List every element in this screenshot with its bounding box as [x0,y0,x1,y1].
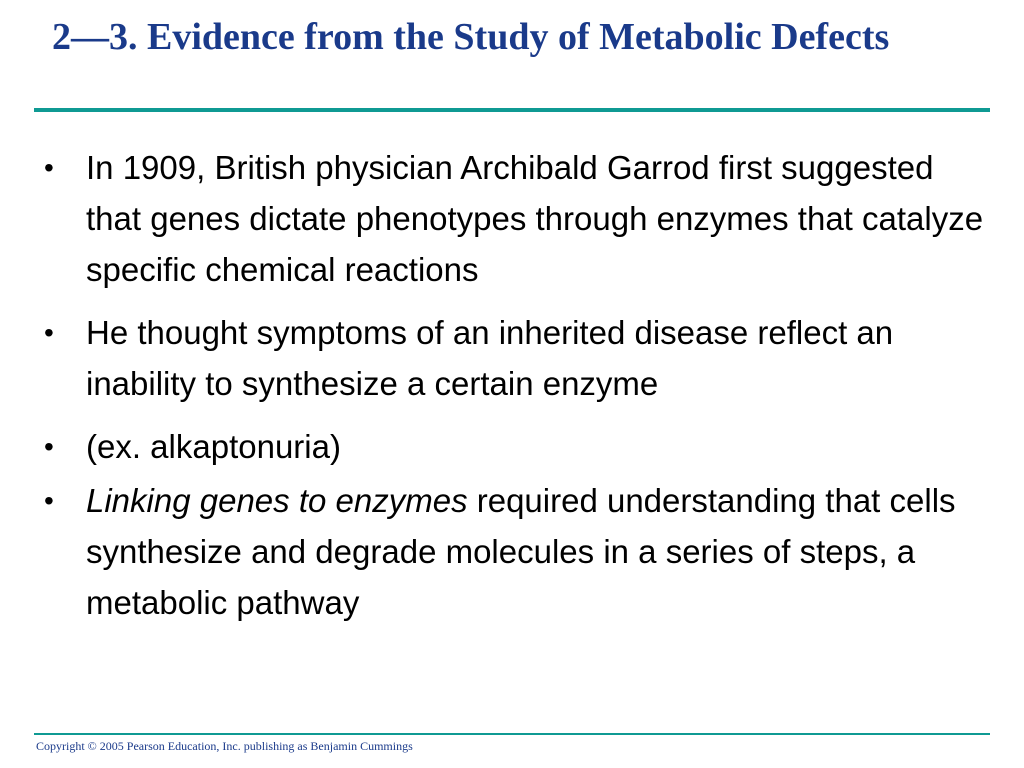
bullet-text: required understanding that cells synthesize and degrade molecules in a series of steps, a metabolic pathway [86,482,956,621]
bullet-text: In 1909, British physician Archibald Garrod first suggested that genes dictate phenotypes through enzymes that catalyze specific chemical reactions [86,149,984,288]
footer-divider [34,733,990,735]
bullet-item-3 [44,421,994,472]
bullet-list [44,142,994,628]
bullet-emphasis: Linking genes to enzymes [86,482,468,519]
title-divider [34,108,990,112]
bullet-item-4 [44,475,994,628]
bullet-icon: • [44,317,54,348]
slide-title: 2—3. Evidence from the Study of Metabolic Defects [52,16,890,58]
bullet-item-2 [44,307,994,409]
bullet-icon: • [44,431,54,462]
bullet-text: (ex. alkaptonuria) [86,428,341,465]
bullet-text: He thought symptoms of an inherited disease reflect an inability to synthesize a certain enzyme [86,314,894,402]
copyright-footer: Copyright © 2005 Pearson Education, Inc. publishing as Benjamin Cummings [36,739,413,753]
bullet-item-1 [44,142,994,295]
bullet-icon: • [44,152,54,183]
bullet-icon: • [44,485,54,516]
